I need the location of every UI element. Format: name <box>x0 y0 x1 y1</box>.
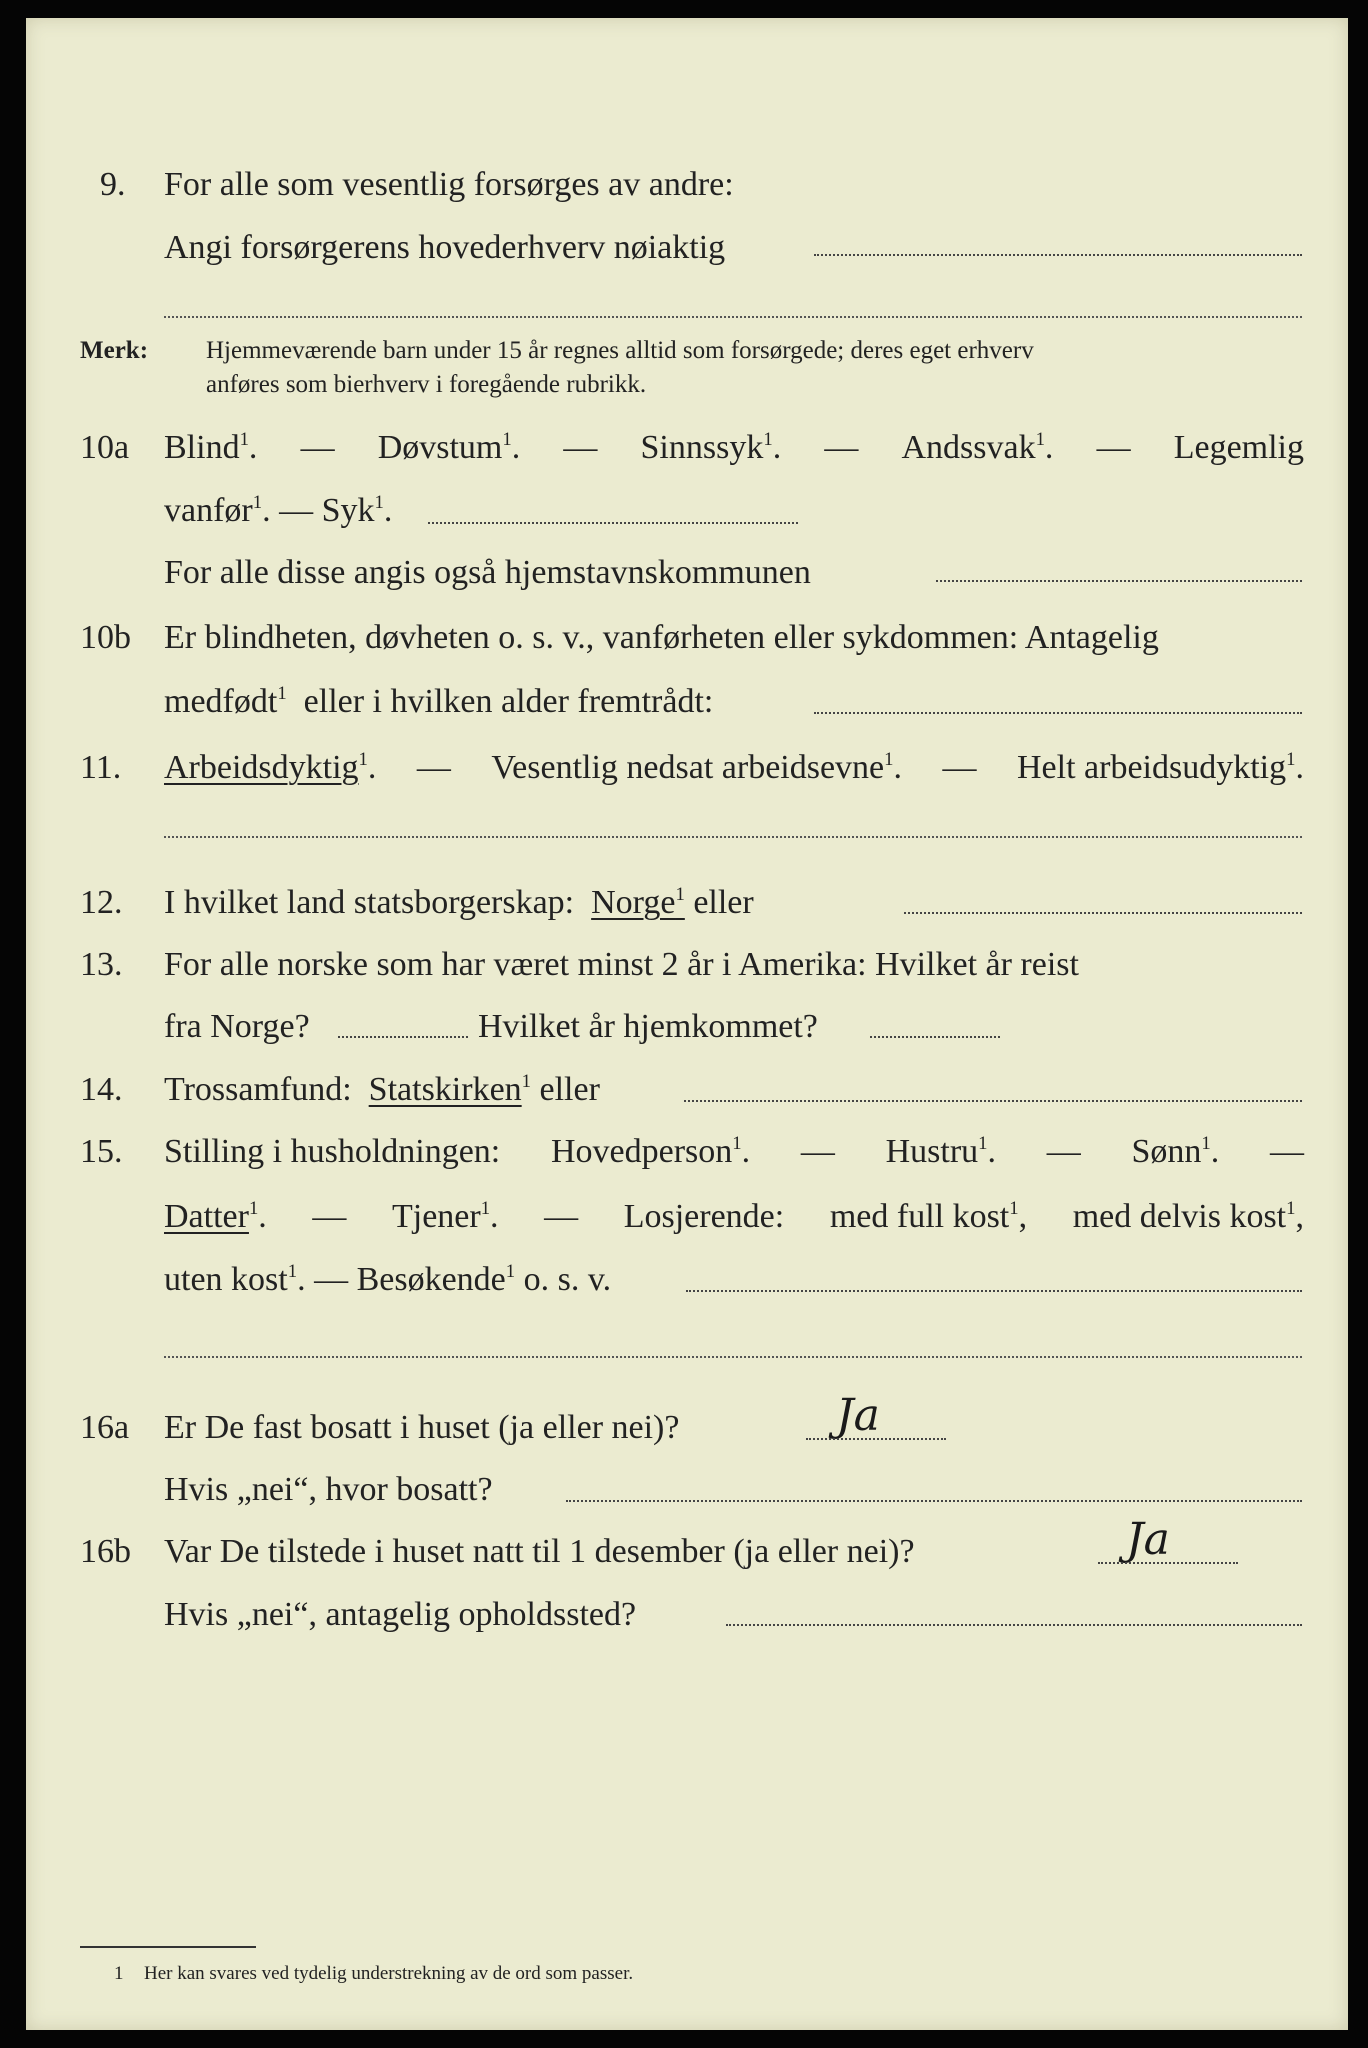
q15-opt-besokende[interactable]: Besøkende$^1$ <box>356 1261 516 1299</box>
q12-number: 12. <box>80 884 123 921</box>
q15-answer-line[interactable] <box>686 1290 1302 1292</box>
q10a-number: 10a <box>80 429 130 466</box>
q10a-syk: Syk$^1$. <box>321 492 393 530</box>
q16a-handwritten-answer[interactable]: Ja <box>836 1390 880 1441</box>
q14-number: 14. <box>80 1071 123 1108</box>
census-form-page <box>26 18 1348 2030</box>
q11-answer-line[interactable] <box>164 836 1302 838</box>
q10b-line-1: Er blindheten, døvheten o. s. v., vanførheten eller sykdommen: Antagelig <box>164 619 1159 656</box>
q16b-number: 16b <box>80 1533 131 1570</box>
q13-number: 13. <box>80 946 123 983</box>
q10b-number: 10b <box>80 619 131 656</box>
footnote-rule <box>80 1946 256 1948</box>
q9-answer-line[interactable] <box>814 254 1302 256</box>
q16a-question: Er De fast bosatt i huset (ja eller nei)? <box>164 1409 680 1446</box>
q10a-hjemstavn-line[interactable] <box>936 580 1302 582</box>
q10a-vanfor: vanfør$^1$. <box>164 492 271 530</box>
q12-answer-line[interactable] <box>904 912 1302 914</box>
q13-hjemkommet-label: Hvilket år hjemkommet? <box>478 1008 818 1045</box>
q13-reist-line[interactable] <box>338 1036 468 1038</box>
q15-opt-hovedperson[interactable]: Hovedperson$^1$. <box>550 1133 751 1171</box>
q15-opt-uten-kost[interactable]: uten kost$^1$. <box>164 1261 306 1299</box>
footnote-mark: 1 <box>114 1963 124 1984</box>
q15-opt-datter[interactable]: Datter$^1$. <box>164 1198 267 1236</box>
q16b-subquestion: Hvis „nei“, antagelig opholdssted? <box>164 1596 637 1633</box>
footnote-text: Her kan svares ved tydelig understrekning av de ord som passer. <box>144 1963 634 1984</box>
q11-number: 11. <box>80 749 122 786</box>
q15-line-1: Stilling i husholdningen: Hovedperson$^1$. — Hustru$^1$. — Sønn$^1$. — <box>164 1133 1304 1171</box>
q15-opt-sonn[interactable]: Sønn$^1$. <box>1131 1133 1220 1171</box>
q16b-handwritten-answer[interactable]: Ja <box>1126 1514 1170 1565</box>
q10a-line-1: Blind$^1$. — Døvstum$^1$. — Sinnssyk$^1$. — Andssvak$^1$. — Legemlig <box>164 429 1304 467</box>
merk-label: Merk: <box>80 337 149 364</box>
q15-line-3: uten kost$^1$. — Besøkende$^1$ o. s. v. <box>164 1261 612 1299</box>
q10a-hjemstavn: For alle disse angis også hjemstavnskommunen <box>164 554 811 591</box>
q15-answer-line-2[interactable] <box>164 1356 1302 1358</box>
q10a-legemlig: Legemlig <box>1173 429 1304 466</box>
q10a-dovstum: Døvstum$^1$. <box>377 429 521 467</box>
q11-opt-nedsat[interactable]: Vesentlig nedsat arbeidsevne$^1$. <box>491 749 902 787</box>
q15-opt-tjener[interactable]: Tjener$^1$. <box>391 1198 499 1236</box>
q16a-subquestion: Hvis „nei“, hvor bosatt? <box>164 1471 493 1508</box>
q11-opt-udyktig[interactable]: Helt arbeidsudyktig$^1$. <box>1017 749 1304 787</box>
q16a-number: 16a <box>80 1409 130 1446</box>
q9-subquestion: Angi forsørgerens hovederhverv nøiaktig <box>164 229 726 266</box>
merk-line-1: Hjemmeværende barn under 15 år regnes alltid som forsørgede; deres eget erhverv <box>206 337 1034 364</box>
q15-opt-delvis-kost[interactable]: med delvis kost$^1$, <box>1072 1198 1304 1236</box>
q10a-answer-line[interactable] <box>428 522 798 524</box>
q14-question: Trossamfund: Statskirken$^1$ eller <box>164 1071 600 1109</box>
q10a-line-2: vanfør$^1$. — Syk$^1$. <box>164 492 393 530</box>
q12-opt-norge[interactable]: Norge$^1$ <box>591 884 685 922</box>
q13-reist-label: fra Norge? <box>164 1008 310 1045</box>
q10a-blind: Blind$^1$. <box>164 429 258 467</box>
q13-hjemkommet-line[interactable] <box>870 1036 1000 1038</box>
q11-opt-arbeidsdyktig[interactable]: Arbeidsdyktig$^1$. <box>164 749 377 787</box>
q15-opt-hustru[interactable]: Hustru$^1$. <box>885 1133 996 1171</box>
q9-question: For alle som vesentlig forsørges av andre: <box>164 166 734 203</box>
q9-number: 9. <box>100 166 126 203</box>
q10b-line-2: medfødt$^1$ eller i hvilken alder fremtrådt: <box>164 683 714 721</box>
q16b-opholdssted-line[interactable] <box>726 1624 1302 1626</box>
q14-answer-line[interactable] <box>684 1100 1302 1102</box>
merk-line-2: anføres som bierhverv i foregående rubrikk. <box>206 371 647 398</box>
q15-line-2: Datter$^1$. — Tjener$^1$. — Losjerende: med full kost$^1$, med delvis kost$^1$, <box>164 1198 1304 1236</box>
q16a-answer-line[interactable] <box>806 1438 946 1440</box>
q12-question: I hvilket land statsborgerskap: Norge$^1$ eller <box>164 884 754 922</box>
q15-number: 15. <box>80 1133 123 1170</box>
q13-line-1: For alle norske som har været minst 2 år i Amerika: Hvilket år reist <box>164 946 1079 983</box>
q10a-sinnssyk: Sinnssyk$^1$. <box>640 429 782 467</box>
q11-options: Arbeidsdyktig$^1$. — Vesentlig nedsat arbeidsevne$^1$. — Helt arbeidsudyktig$^1$. <box>164 749 1304 787</box>
q16b-answer-line[interactable] <box>1098 1562 1238 1564</box>
q10a-andssvak: Andssvak$^1$. <box>901 429 1054 467</box>
q16a-bosatt-line[interactable] <box>566 1500 1302 1502</box>
q15-opt-full-kost[interactable]: med full kost$^1$, <box>829 1198 1028 1236</box>
q10b-answer-line[interactable] <box>814 712 1302 714</box>
q9-answer-line-2[interactable] <box>164 316 1302 318</box>
q14-opt-statskirken[interactable]: Statskirken$^1$ <box>368 1071 531 1109</box>
q16b-question: Var De tilstede i huset natt til 1 desember (ja eller nei)? <box>164 1533 915 1570</box>
